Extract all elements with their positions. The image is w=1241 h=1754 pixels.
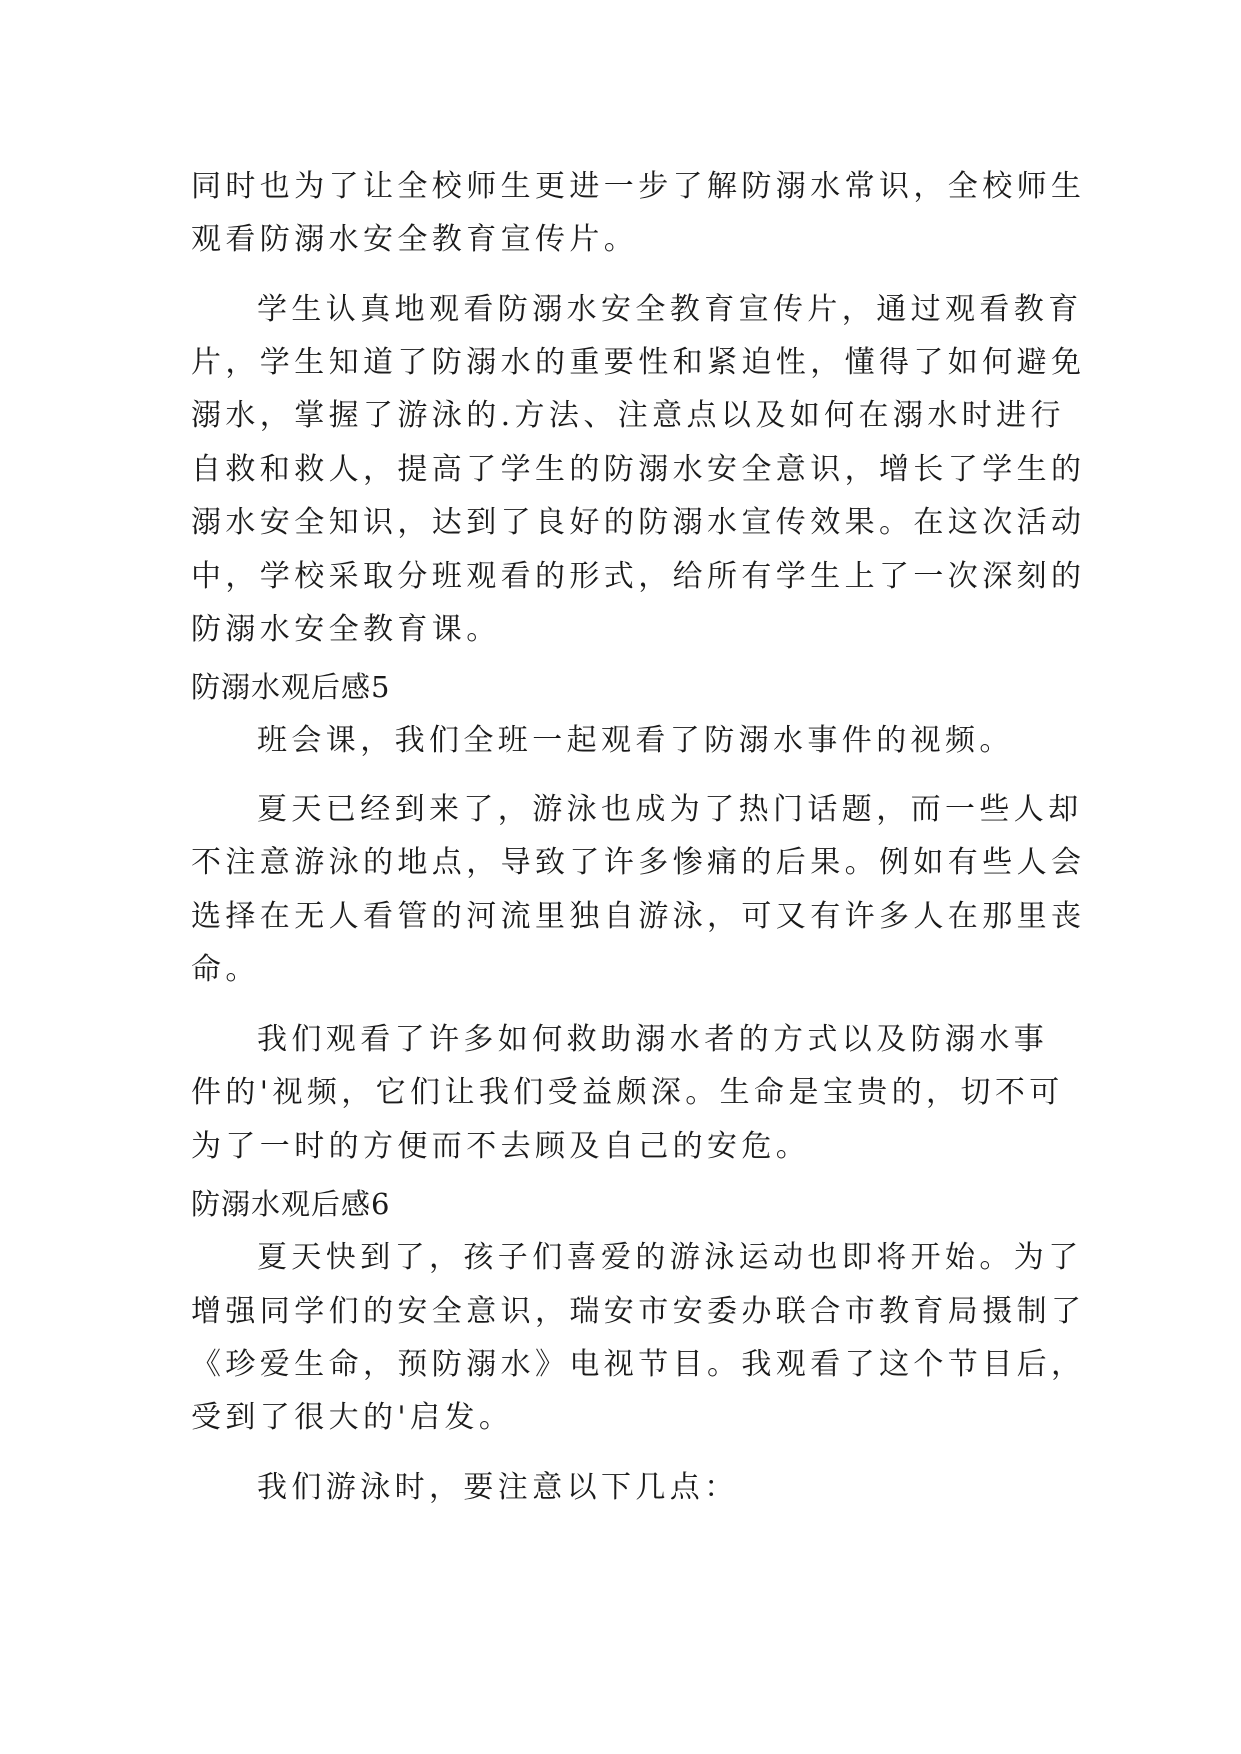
paragraph-first-line: 夏天已经到来了，游泳也成为了热门话题，而一些人却: [257, 792, 1083, 827]
body-text-line: 命。: [191, 952, 260, 987]
body-text-line: 同时也为了让全校师生更进一步了解防溺水常识，全校师生: [191, 169, 1086, 204]
body-text-line: 防溺水安全教育课。: [191, 612, 501, 647]
paragraph-first-line: 我们游泳时，要注意以下几点：: [257, 1470, 739, 1505]
body-text-line: 选择在无人看管的河流里独自游泳，可又有许多人在那里丧: [191, 899, 1086, 934]
body-text-line: 《珍爱生命，预防溺水》电视节目。我观看了这个节目后，: [191, 1347, 1086, 1382]
body-text-line: 受到了很大的'启发。: [191, 1400, 514, 1435]
paragraph-first-line: 班会课，我们全班一起观看了防溺水事件的视频。: [257, 723, 1014, 758]
body-text-line: 增强同学们的安全意识，瑞安市安委办联合市教育局摄制了: [191, 1294, 1086, 1329]
body-text-line: 为了一时的方便而不去顾及自己的安危。: [191, 1129, 811, 1164]
body-text-line: 片，学生知道了防溺水的重要性和紧迫性，懂得了如何避免: [191, 345, 1086, 380]
section-heading: 防溺水观后感6: [191, 1187, 391, 1221]
paragraph-first-line: 夏天快到了，孩子们喜爱的游泳运动也即将开始。为了: [257, 1240, 1083, 1275]
body-text-line: 中，学校采取分班观看的形式，给所有学生上了一次深刻的: [191, 559, 1086, 594]
body-text-line: 观看防溺水安全教育宣传片。: [191, 222, 639, 257]
body-text-line: 溺水安全知识，达到了良好的防溺水宣传效果。在这次活动: [191, 505, 1086, 540]
paragraph-first-line: 学生认真地观看防溺水安全教育宣传片，通过观看教育: [257, 292, 1083, 327]
body-text-line: 自救和救人，提高了学生的防溺水安全意识，增长了学生的: [191, 452, 1086, 487]
paragraph-first-line: 我们观看了许多如何救助溺水者的方式以及防溺水事: [257, 1022, 1049, 1057]
section-heading: 防溺水观后感5: [191, 670, 391, 704]
body-text-line: 件的'视频，它们让我们受益颇深。生命是宝贵的，切不可: [191, 1075, 1064, 1110]
body-text-line: 溺水，掌握了游泳的.方法、注意点以及如何在溺水时进行: [191, 398, 1065, 433]
body-text-line: 不注意游泳的地点，导致了许多惨痛的后果。例如有些人会: [191, 845, 1086, 880]
